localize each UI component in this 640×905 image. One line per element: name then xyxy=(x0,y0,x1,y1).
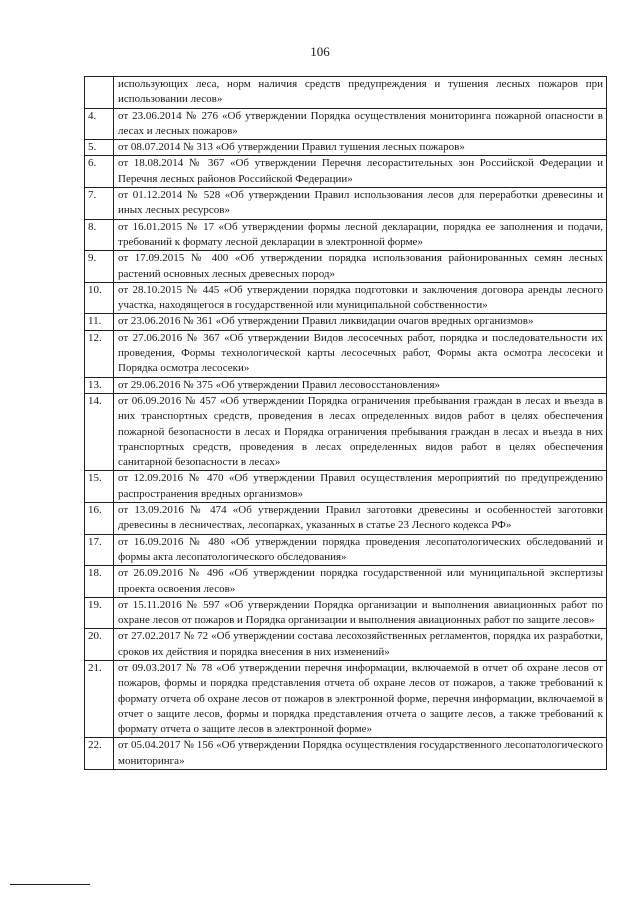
regulations-table-body xyxy=(85,77,607,770)
page-number: 106 xyxy=(310,44,330,59)
table-row xyxy=(85,377,607,393)
row-number: 13. xyxy=(85,377,114,393)
table-row xyxy=(85,140,607,156)
row-text: от 16.09.2016 № 480 «Об утверждении порядка проведения лесопатологических обследований и формы акта лесопатологического обследования» xyxy=(114,534,607,566)
row-number: 10. xyxy=(85,282,114,314)
row-text: от 01.12.2014 № 528 «Об утверждении Правил использования лесов для переработки древесины и иных лесных ресурсов» xyxy=(114,188,607,220)
table-row xyxy=(85,282,607,314)
row-text: от 09.03.2017 № 78 «Об утверждении перечня информации, включаемой в отчет об охране лесов от пожаров, формы и порядка представления отчета об охране лесов от пожаров, а также требований к формату отчета об охране лесов от пожаров в электронной форме, перечня информации, включаемой в отчет о защите лесов, формы и порядка представления отчета о защите лесов, а также требований к формату отчета о защите лесов в электронной форме» xyxy=(114,660,607,737)
row-text: от 29.06.2016 № 375 «Об утверждении Правил лесовосстановления» xyxy=(114,377,607,393)
table-row xyxy=(85,503,607,535)
table-row xyxy=(85,597,607,629)
row-text: от 28.10.2015 № 445 «Об утверждении порядка подготовки и заключения договора аренды лесного участка, находящегося в государственной или муниципальной собственности» xyxy=(114,282,607,314)
table-row xyxy=(85,219,607,251)
regulations-table xyxy=(84,76,607,770)
table-row xyxy=(85,566,607,598)
table-row xyxy=(85,156,607,188)
row-text: от 05.04.2017 № 156 «Об утверждении Порядка осуществления государственного лесопатологического мониторинга» xyxy=(114,738,607,770)
row-text: от 08.07.2014 № 313 «Об утверждении Правил тушения лесных пожаров» xyxy=(114,140,607,156)
row-number: 16. xyxy=(85,503,114,535)
row-number: 19. xyxy=(85,597,114,629)
row-number: 5. xyxy=(85,140,114,156)
row-text: от 13.09.2016 № 474 «Об утверждении Правил заготовки древесины и особенностей заготовки древесины в лесничествах, лесопарках, указанных в статье 23 Лесного кодекса РФ» xyxy=(114,503,607,535)
row-number: 21. xyxy=(85,660,114,737)
table-row xyxy=(85,629,607,661)
row-text: от 17.09.2015 № 400 «Об утверждении порядка использования районированных семян лесных растений основных лесных древесных пород» xyxy=(114,251,607,283)
row-number: 22. xyxy=(85,738,114,770)
table-row xyxy=(85,393,607,470)
table-row xyxy=(85,77,607,109)
row-text: от 16.01.2015 № 17 «Об утверждении формы лесной декларации, порядка ее заполнения и подачи, требований к формату лесной декларации в электронной форме» xyxy=(114,219,607,251)
row-text: от 18.08.2014 № 367 «Об утверждении Перечня лесорастительных зон Российской Федерации и Перечня лесных районов Российской Федерации» xyxy=(114,156,607,188)
table-row xyxy=(85,534,607,566)
row-text: от 06.09.2016 № 457 «Об утверждении Порядка ограничения пребывания граждан в лесах и въезда в них транспортных средств, проведения в лесах определенных видов работ в целях обеспечения пожарной безопасности в лесах и Порядка ограничения пребывания граждан в лесах и въезда в них транспортных средств, проведения в лесах определенных видов работ в целях обеспечения санитарной безопасности в лесах» xyxy=(114,393,607,470)
row-text: от 27.06.2016 № 367 «Об утверждении Видов лесосечных работ, порядка и последовательности их проведения, Формы технологической карты лесосечных работ, Формы акта осмотра лесосеки и Порядка осмотра лесосеки» xyxy=(114,330,607,377)
table-row xyxy=(85,738,607,770)
row-number: 14. xyxy=(85,393,114,470)
footnote-rule xyxy=(10,884,90,885)
row-number: 6. xyxy=(85,156,114,188)
table-row xyxy=(85,251,607,283)
row-text: от 27.02.2017 № 72 «Об утверждении состава лесохозяйственных регламентов, порядка их разработки, сроков их действия и порядка внесения в них изменений» xyxy=(114,629,607,661)
row-text: от 23.06.2016 № 361 «Об утверждении Правил ликвидации очагов вредных организмов» xyxy=(114,314,607,330)
row-text: от 23.06.2014 № 276 «Об утверждении Порядка осуществления мониторинга пожарной опасности в лесах и лесных пожаров» xyxy=(114,108,607,140)
table-row xyxy=(85,471,607,503)
row-number: 9. xyxy=(85,251,114,283)
row-number: 15. xyxy=(85,471,114,503)
row-number: 20. xyxy=(85,629,114,661)
row-text: от 26.09.2016 № 496 «Об утверждении порядка государственной или муниципальной экспертизы проекта освоения лесов» xyxy=(114,566,607,598)
row-number xyxy=(85,77,114,109)
row-number: 4. xyxy=(85,108,114,140)
row-text: от 12.09.2016 № 470 «Об утверждении Правил осуществления мероприятий по предупреждению распространения вредных организмов» xyxy=(114,471,607,503)
table-row xyxy=(85,314,607,330)
table-row xyxy=(85,108,607,140)
row-number: 18. xyxy=(85,566,114,598)
row-text: от 15.11.2016 № 597 «Об утверждении Порядка организации и выполнения авиационных работ по охране лесов от пожаров и Порядка организации и выполнения авиационных работ по защите лесов» xyxy=(114,597,607,629)
table-row xyxy=(85,660,607,737)
row-number: 8. xyxy=(85,219,114,251)
row-number: 7. xyxy=(85,188,114,220)
table-row xyxy=(85,188,607,220)
table-row xyxy=(85,330,607,377)
row-number: 12. xyxy=(85,330,114,377)
row-number: 17. xyxy=(85,534,114,566)
row-number: 11. xyxy=(85,314,114,330)
row-text: использующих леса, норм наличия средств предупреждения и тушения лесных пожаров при использовании лесов» xyxy=(114,77,607,109)
